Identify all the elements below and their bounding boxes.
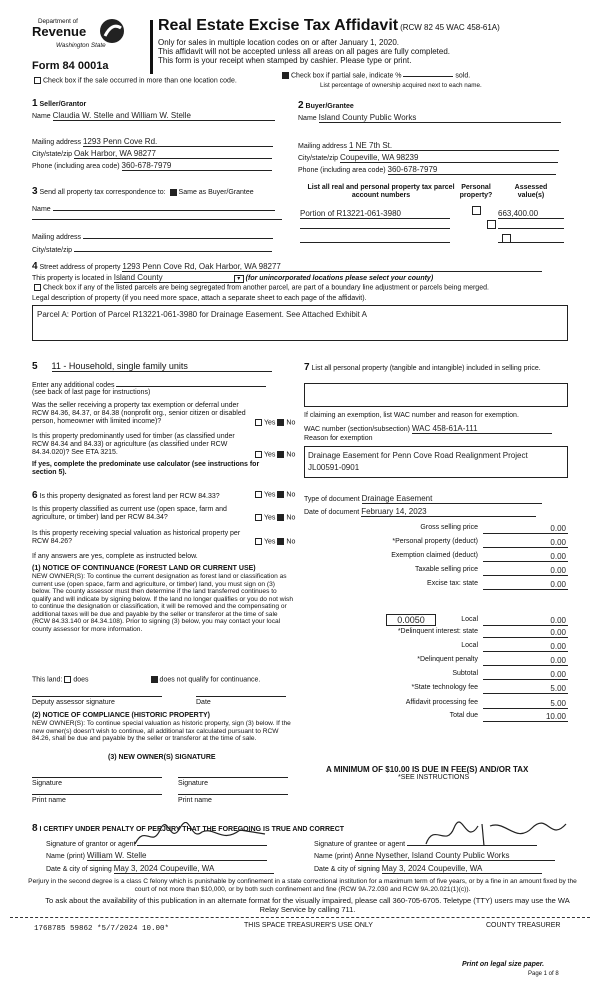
fee-value[interactable]: 5.00 bbox=[483, 684, 568, 694]
signature-label: Signature bbox=[32, 780, 62, 787]
assessed-value[interactable]: 663,400.00 bbox=[498, 209, 564, 219]
dept-label: Department of bbox=[38, 18, 78, 25]
legal-size-note: Print on legal size paper. bbox=[462, 961, 545, 968]
fee-row bbox=[308, 538, 568, 548]
tax-name-field[interactable]: Name bbox=[32, 203, 282, 214]
treasurer-use: THIS SPACE TREASURER'S USE ONLY bbox=[244, 922, 373, 929]
exemption-label: If claiming an exemption, list WAC number and reason for exemption. bbox=[304, 412, 519, 419]
fee-label: Taxable selling price bbox=[414, 566, 478, 573]
certify-line: 8 I CERTIFY UNDER PENALTY OF PERJURY THAT THE FOREGOING IS TRUE AND CORRECT bbox=[32, 823, 345, 834]
notice-2-text: NEW OWNER(S): To continue special valuation as historic property, sign (3) below. If the new owner(s) doesn't wish to continue, all additional tax calculated pursuant to RCW 84.26, shall be due and payable by the seller or transferor at the time of sale. bbox=[32, 720, 291, 743]
logo bbox=[32, 18, 132, 60]
print-name-label: Print name bbox=[178, 797, 212, 804]
assessed-header: Assessed value(s) bbox=[514, 184, 548, 200]
page-title: Real Estate Excise Tax Affidavit (RCW 82 45 WAC 458-61A) bbox=[158, 17, 500, 34]
print-name-label: Print name bbox=[32, 797, 66, 804]
q2-options[interactable]: Yes No bbox=[253, 451, 295, 459]
yes-note: If any answers are yes, complete as instructed below. bbox=[32, 553, 198, 560]
historic-question: Is this property receiving special valuation as historical property per RCW 84.26? bbox=[32, 530, 241, 546]
grantee-signature-icon bbox=[420, 818, 570, 850]
partial-note: List percentage of ownership acquired next to each name. bbox=[320, 82, 482, 89]
grantor-date-field[interactable]: Date & city of signing May 3, 2024 Coupeville, WA bbox=[46, 864, 274, 874]
codes-note: (see back of last page for instructions) bbox=[32, 389, 151, 396]
fee-label: *Personal property (deduct) bbox=[392, 538, 478, 545]
minimum-notice: A MINIMUM OF $10.00 IS DUE IN FEE(S) AND/OR TAX bbox=[326, 765, 529, 774]
fee-row bbox=[308, 524, 568, 534]
fee-value[interactable]: 0.00 bbox=[483, 670, 568, 680]
personal-property-checkbox[interactable] bbox=[487, 220, 496, 229]
wac-field[interactable]: WAC number (section/subsection) WAC 458-61A-111 bbox=[304, 424, 568, 434]
county-select[interactable]: Island County bbox=[114, 273, 234, 283]
deputy-signature-label: Deputy assessor signature bbox=[32, 699, 115, 706]
fee-row bbox=[308, 684, 568, 694]
land-qualify[interactable]: This land: does does not qualify for continuance. bbox=[32, 676, 261, 684]
grantor-signature-field[interactable]: Signature of grantor or agent bbox=[46, 838, 267, 849]
checkbox-icon[interactable] bbox=[34, 284, 41, 291]
tax-mail-field[interactable]: Mailing address bbox=[32, 231, 282, 242]
date-label: Date bbox=[196, 699, 211, 706]
grantee-print-field[interactable]: Name (print) Anne Nysether, Island County Public Works bbox=[314, 851, 555, 861]
availability-notice: To ask about the availability of this publication in an alternate format for the visually impaired, please call 360-705-6705. Teletype (TTY) users may use the WA Relay Service by calling 711. bbox=[45, 896, 570, 914]
revenue-logo-icon bbox=[96, 18, 128, 44]
additional-codes-field[interactable]: Enter any additional codes bbox=[32, 380, 282, 390]
fee-value[interactable]: 0.00 bbox=[483, 524, 568, 534]
multi-location-check[interactable] bbox=[32, 77, 237, 85]
notice-3-title: (3) NEW OWNER(S) SIGNATURE bbox=[108, 754, 216, 761]
treasurer-stamp: 1768785 59862 *5/7/2024 10.00* bbox=[34, 925, 170, 933]
grantor-print-field[interactable]: Name (print) William W. Stelle bbox=[46, 851, 267, 861]
notice-2-title: (2) NOTICE OF COMPLIANCE (HISTORIC PROPERTY) bbox=[32, 712, 210, 719]
buyer-phone-field[interactable]: Phone (including area code) 360-678-7979 bbox=[298, 165, 568, 175]
location-row: This property is located in Island County ▾ (for unincorporated locations please select your county) bbox=[32, 273, 434, 282]
parcel-header: List all real and personal property tax parcel account numbers bbox=[307, 184, 455, 200]
fee-row bbox=[308, 670, 568, 680]
street-address-field[interactable]: 4 Street address of property 1293 Penn Cove Rd, Oak Harbor, WA 98277 bbox=[32, 261, 572, 273]
section-2-title: 2 Buyer/Grantee bbox=[298, 100, 354, 111]
partial-sale-check[interactable]: Check box if partial sale, indicate % sold. bbox=[280, 72, 470, 80]
chevron-down-icon[interactable]: ▾ bbox=[234, 275, 244, 283]
section-3-title: 3 Send all property tax correspondence to: Same as Buyer/Grantee bbox=[32, 186, 254, 197]
form-number: Form 84 0001a bbox=[32, 60, 109, 72]
agency-label: Revenue bbox=[32, 24, 87, 39]
fee-row bbox=[308, 616, 568, 626]
section-1-title: 1 Seller/Grantor bbox=[32, 98, 87, 109]
fee-label: Affidavit processing fee bbox=[405, 699, 478, 706]
notice-1-title: (1) NOTICE OF CONTINUANCE (FOREST LAND OR CURRENT USE) bbox=[32, 565, 256, 572]
buyer-city-field[interactable]: City/state/zip Coupeville, WA 98239 bbox=[298, 153, 568, 163]
buyer-mail-field[interactable]: Mailing address 1 NE 7th St. bbox=[298, 141, 568, 151]
fee-label: Subtotal bbox=[452, 670, 478, 677]
fee-label: Local bbox=[461, 616, 478, 623]
fee-value[interactable]: 0.00 bbox=[483, 580, 568, 590]
q-current-options[interactable]: Yes No bbox=[253, 514, 295, 522]
fee-row bbox=[308, 656, 568, 666]
fee-row bbox=[308, 628, 568, 638]
segregation-check[interactable]: Check box if any of the listed parcels are being segregated from another parcel, are part of a boundary line adjustment or parcels being merged. bbox=[32, 284, 582, 292]
legal-description[interactable]: Parcel A: Portion of Parcel R13221-061-3980 for Drainage Easement. See Attached Exhibit A bbox=[32, 305, 568, 341]
fee-value[interactable]: 0.00 bbox=[483, 628, 568, 638]
page-number: Page 1 of 8 bbox=[528, 971, 559, 977]
checkbox-icon[interactable] bbox=[282, 72, 289, 79]
fee-label: Exemption claimed (deduct) bbox=[391, 552, 478, 559]
checkbox-icon[interactable] bbox=[34, 77, 41, 84]
calculator-note: If yes, complete the predominate use calculator (see instructions for section 5). bbox=[32, 461, 260, 477]
county-treasurer: COUNTY TREASURER bbox=[486, 922, 561, 929]
reason-label: Reason for exemption bbox=[304, 435, 373, 442]
forest-question: 6 Is this property designated as forest land per RCW 84.33? bbox=[32, 490, 220, 501]
fee-value[interactable]: 5.00 bbox=[483, 699, 568, 709]
doc-date-field[interactable]: Date of document February 14, 2023 bbox=[304, 507, 568, 517]
fee-label: Excise tax: state bbox=[427, 580, 478, 587]
fee-row bbox=[308, 712, 568, 722]
personal-header: Personal property? bbox=[459, 184, 493, 200]
reason-box[interactable]: Drainage Easement for Penn Cove Road Realignment Project JL00591-0901 bbox=[304, 446, 568, 478]
fee-value[interactable]: 0.00 bbox=[483, 566, 568, 576]
state-label: Washington State bbox=[56, 42, 106, 49]
seller-mail-field[interactable]: Mailing address 1293 Penn Cove Rd. bbox=[32, 137, 282, 147]
buyer-name-field[interactable]: Name Island County Public Works bbox=[298, 113, 568, 123]
fee-row bbox=[308, 642, 568, 652]
fee-row bbox=[308, 552, 568, 562]
subtitle-2: This affidavit will not be accepted unless all areas on all pages are fully completed. bbox=[158, 47, 451, 56]
subtitle-3: This form is your receipt when stamped by cashier. Please type or print. bbox=[158, 56, 412, 65]
fee-value[interactable]: 0.00 bbox=[483, 616, 568, 626]
see-instructions: *SEE INSTRUCTIONS bbox=[398, 774, 470, 781]
q-historic-options[interactable]: Yes No bbox=[253, 538, 295, 546]
legal-desc-label: Legal description of property (if you need more space, attach a separate sheet to each page of the affidavit). bbox=[32, 295, 367, 302]
grantor-signature-icon bbox=[130, 822, 270, 850]
subtitle-1: Only for sales in multiple location codes on or after January 1, 2020. bbox=[158, 38, 400, 47]
seller-phone-field[interactable]: Phone (including area code) 360-678-7979 bbox=[32, 161, 282, 171]
fee-label: *Delinquent interest: state bbox=[397, 628, 478, 635]
tax-city-field[interactable]: City/state/zip bbox=[32, 244, 282, 255]
section-5-code[interactable]: 5 11 - Household, single family units bbox=[32, 361, 282, 373]
perjury-notice: Perjury in the second degree is a class C felony which is punishable by confinement in a state correctional institution for a maximum term of five years, or by a fine in an amount fixed by the court of not more than $10,000, or by both such confinement and fine (RCW 9A.72.030 and RCW 9A.20.021(1)(c)). bbox=[28, 878, 577, 893]
section-7-title: 7 List all personal property (tangible and intangible) included in selling price. bbox=[304, 362, 541, 373]
fee-label: *State technology fee bbox=[411, 684, 478, 691]
seller-name-field[interactable]: Name Claudia W. Stelle and William W. Stelle bbox=[32, 111, 282, 121]
fee-label: *Delinquent penalty bbox=[417, 656, 478, 663]
notice-1-text: NEW OWNER(S): To continue the current designation as forest land or classification as current use (open space, farm and agriculture, or timber) land, you must sign on (3) below. The county assessor must then determine if the land transferred continues to qualify and will indicate by signing below. If the land no longer qualifies or you do not wish to continue the designation or classification, it will be removed and the compensating or additional taxes will be due and payable by the seller or transferor at the time of sale (RCW 84.33.140 or 84.34.108). Prior to signing (3) below, you may contact your local county assessor for more information. bbox=[32, 573, 293, 634]
q1-options[interactable]: Yes No bbox=[253, 419, 295, 427]
fee-value[interactable]: 0.00 bbox=[483, 538, 568, 548]
q-forest-options[interactable]: Yes No bbox=[253, 491, 295, 499]
exemption-question: Was the seller receiving a property tax exemption or deferral under RCW 84.36, 84.37, or 84.38 (nonprofit org., senior citizen or disabled person, homeowner with limited income)? bbox=[32, 402, 246, 426]
signature-label: Signature bbox=[178, 780, 208, 787]
fee-label: Local bbox=[461, 642, 478, 649]
personal-property-box[interactable] bbox=[304, 383, 568, 407]
current-use-question: Is this property classified as current use (open space, farm and agriculture, or timber) land per RCW 84.34? bbox=[32, 506, 227, 522]
timber-question: Is this property predominantly used for timber (as classified under RCW 84.34 and 84.33) or agriculture (as classified under RCW 84.34.020)? See ETA 3215. bbox=[32, 433, 235, 457]
fee-label: Total due bbox=[449, 712, 478, 719]
fee-row bbox=[308, 580, 568, 590]
fee-label: Gross selling price bbox=[420, 524, 478, 531]
fee-value[interactable]: 0.00 bbox=[483, 552, 568, 562]
seller-city-field[interactable]: City/state/zip Oak Harbor, WA 98277 bbox=[32, 149, 282, 159]
grantee-signature-field[interactable]: Signature of grantee or agent bbox=[314, 838, 537, 849]
grantee-date-field[interactable]: Date & city of signing May 3, 2024 Coupeville, WA bbox=[314, 864, 542, 874]
fee-value[interactable]: 0.00 bbox=[483, 642, 568, 652]
fee-value[interactable]: 0.00 bbox=[483, 656, 568, 666]
doc-type-field[interactable]: Type of document Drainage Easement bbox=[304, 494, 568, 504]
multi-location-label: Check box if the sale occurred in more than one location code. bbox=[43, 77, 237, 85]
same-as-buyer-checkbox[interactable] bbox=[170, 189, 177, 196]
fee-row bbox=[308, 699, 568, 709]
personal-property-checkbox[interactable] bbox=[472, 206, 481, 215]
fee-value[interactable]: 10.00 bbox=[483, 712, 568, 722]
parcel-number[interactable]: Portion of R13221-061-3980 bbox=[300, 209, 450, 219]
fee-row bbox=[308, 566, 568, 576]
local-rate[interactable]: 0.0050 bbox=[386, 614, 436, 626]
